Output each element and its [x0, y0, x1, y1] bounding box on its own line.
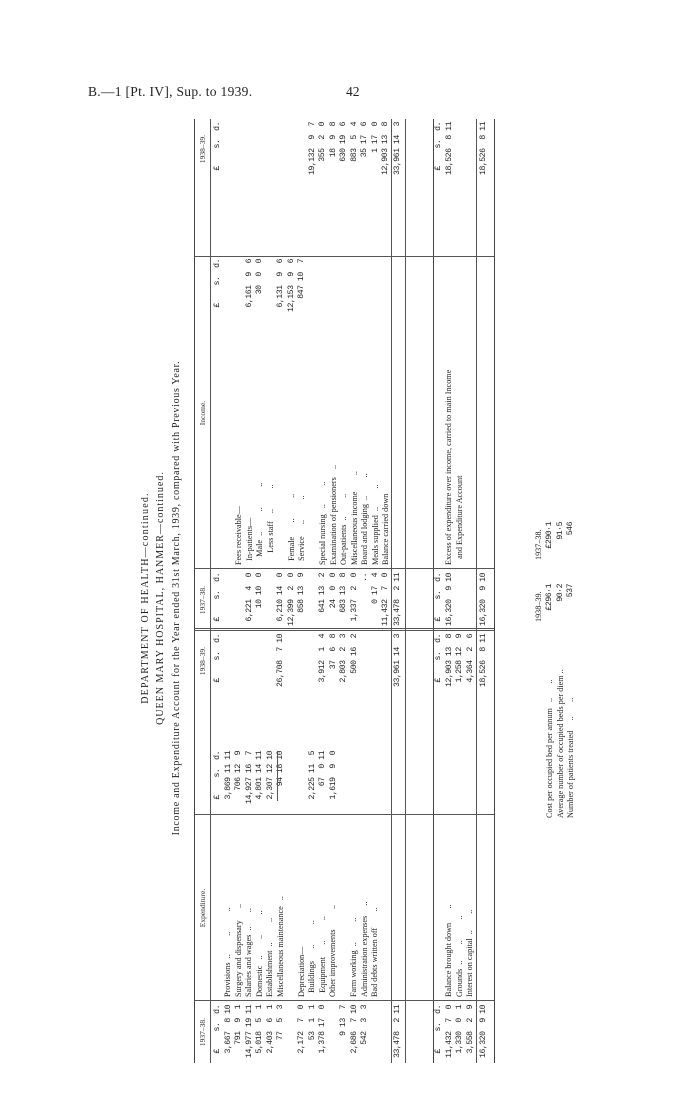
income-balance-items: Excess of expenditure over income, carried to main Income and Expenditure Account	[444, 369, 464, 565]
expenditure-balance-items: Balance brought down .. Grounds .. .. .. Interest on capital .. ..	[444, 904, 474, 997]
expenditure-1937-balance: £ s. d. 11,432 7 0 1,330 0 1 3,558 2 9	[434, 1005, 475, 1058]
statistics-labels: Cost per occupied bed per annum .. .. Average number of occupied beds per diem .. Number of patients treated .. ..	[545, 669, 575, 818]
account-table	[194, 119, 434, 1063]
balance-total-rule	[476, 119, 477, 1063]
hospital-title: QUEEN MARY HOSPITAL, HANMER—continued.	[155, 471, 166, 725]
income-items: Fees receivable— In-patients— Male .. .. .. Less staff .. .. Female .. .. Service .. .. Special nursing .. .. Examination of pensioners .. Out-patients .. .. Miscellaneous income .. Board and lodging .. .. Meals supplied .. .. Balance carried down	[234, 464, 390, 565]
income-1937-balance-total: 16,320 9 10	[479, 573, 488, 626]
column-rule	[195, 1000, 433, 1001]
expenditure-1938-balance: £ s. d. 12,903 13 8 1,258 12 9 4,364 2 6	[434, 634, 475, 687]
rotated-table-page	[134, 118, 509, 1078]
income-1938-balance: £ s. d. 18,526 8 11	[434, 122, 454, 175]
account-title: Income and Expenditure Account for the Year ended 31st March, 1939, compared with Previous Year.	[171, 360, 182, 836]
header-rule	[210, 119, 211, 1063]
stats-header-1937: 1937–38.	[534, 529, 543, 560]
page-number: 42	[346, 84, 360, 99]
column-rule	[195, 256, 433, 257]
balance-section	[432, 119, 495, 1063]
col-header-1937-income: 1937–38.	[198, 585, 207, 615]
col-header-1938: 1938–39.	[198, 646, 207, 676]
income-1937-balance: £ s. d. 16,320 9 10	[434, 573, 454, 626]
income-1938-subamounts: £ s. d. 6,161 9 6 30 0 0 6,131 9 6 12,153 9 6 847 10 7	[213, 259, 306, 312]
stats-values-1938: £296·1 90·2 537	[545, 584, 575, 611]
expenditure-1938-subamounts: £ s. d. 3,869 11 11 706 12 9 14,927 16 7 4,801 14 11 2,307 12 10 94 18 10 2,225 11 5 67 0 11 1,619 9 0	[213, 751, 338, 804]
statistics-block	[534, 518, 594, 818]
col-header-1937: 1937–38.	[198, 1017, 207, 1047]
col-header-expenditure: Expenditure.	[198, 888, 207, 928]
expenditure-1938-total: 33,961 14 3	[393, 634, 402, 687]
expenditure-1937-balance-total: 16,320 9 10	[479, 1005, 488, 1058]
expenditure-1938-balance-total: 18,526 8 11	[479, 634, 488, 687]
stats-header-1938: 1938–39.	[534, 591, 543, 622]
col-header-income: Income.	[198, 400, 207, 426]
department-title: DEPARTMENT OF HEALTH—continued.	[140, 492, 151, 704]
income-1937-total: 33,478 2 11	[393, 573, 402, 626]
col-header-1938-income: 1938–39.	[198, 134, 207, 164]
income-1938-amounts: £ s. d. 19,132 9 7 355 2 0 18 9 8 630 19 6 883 5 4 35 17 6 1 17 0 12,903 13 8	[213, 122, 390, 175]
income-1937-amounts: £ s. d. 6,221 4 0 10 10 0 6,210 14 0 12,399 2 0 858 13 9 641 13 2 24 0 0 683 13 8 1,337 2 0 .. 0 17 4 11,432 7 0	[213, 573, 390, 626]
income-1938-total: 33,961 14 3	[393, 122, 402, 175]
page-header-left: B.—1 [Pt. IV], Sup. to 1939.	[88, 84, 253, 99]
subtotal-rule	[277, 751, 278, 801]
column-rule	[195, 568, 433, 569]
expenditure-1937-amounts: £ s. d. 3,667 8 10 791 9 1 14,977 19 11 5,018 5 1 2,403 6 1 77 5 3 2,172 7 0 53 1 1 1,378 17 0 9 13 7 2,686 7 10 542 3 3	[213, 1005, 369, 1058]
expenditure-1937-total: 33,478 2 11	[393, 1005, 402, 1058]
income-1938-balance-total: 18,526 8 11	[479, 122, 488, 175]
expenditure-items: Provisions .. .. .. Surgery and dispensary .. Salaries and wages .. .. Domestic .. .. .. Establishment .. .. Miscellaneous maintenance .. Depreciation— Buildings .. .. Equipment .. .. Other improvements .. Farm working .. .. Administration expenses .. Bad debts written off ..	[223, 896, 379, 997]
expenditure-1938-amounts: £ s. d. 26,708 7 10 3,912 1 4 37 6 8 2,803 2 3 500 16 2	[213, 634, 359, 687]
stats-values-1937: £290·1 91·5 546	[545, 522, 575, 549]
total-rule	[405, 119, 406, 1063]
